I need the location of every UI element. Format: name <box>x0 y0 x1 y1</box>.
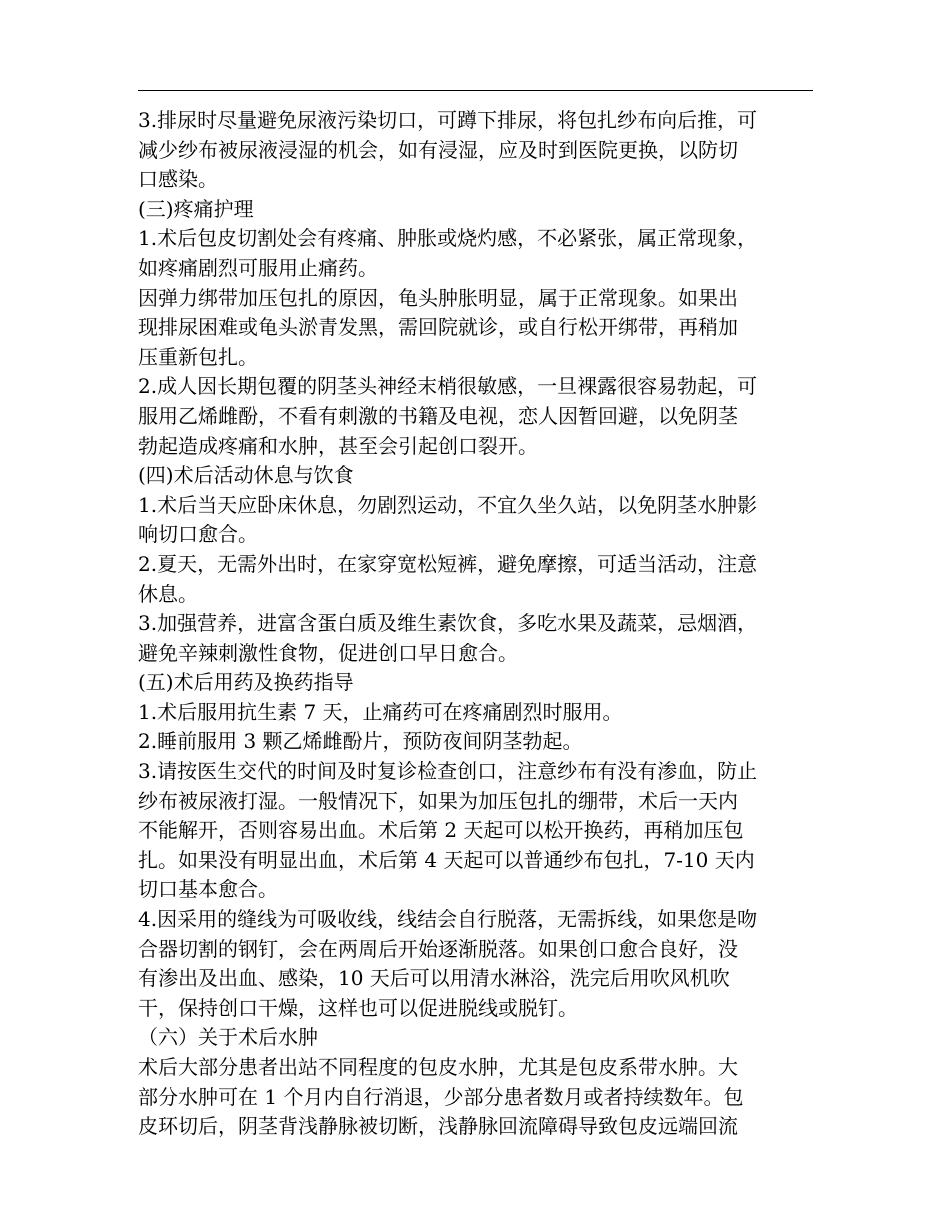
text-line: 压重新包扎。 <box>138 344 258 369</box>
text-line: 现排尿困难或龟头淤青发黑，需回院就诊，或自行松开绑带，再稍加 <box>138 315 738 340</box>
text-line: 响切口愈合。 <box>138 522 258 547</box>
text-line: 口感染。 <box>138 167 218 192</box>
section-heading: (三)疼痛护理 <box>138 196 254 221</box>
text-line: 勃起造成疼痛和水肿，甚至会引起创口裂开。 <box>138 433 538 458</box>
text-line: 服用乙烯雌酚，不看有刺激的书籍及电视，恋人因暂回避，以免阴茎 <box>138 403 738 428</box>
text-line: 3.排尿时尽量避免尿液污染切口，可蹲下排尿，将包扎纱布向后推，可 <box>138 108 758 132</box>
text-line: 2.睡前服用 3 颗乙烯雌酚片，预防夜间阴茎勃起。 <box>138 729 583 754</box>
text-line: 干，保持创口干燥，这样也可以促进脱线或脱钉。 <box>138 995 578 1020</box>
text-line: 3.加强营养，进富含蛋白质及维生素饮食，多吃水果及蔬菜，忌烟酒， <box>138 611 758 636</box>
text-line: 2.成人因长期包覆的阴茎头神经末梢很敏感，一旦裸露很容易勃起，可 <box>138 374 758 399</box>
text-line: 2.夏天，无需外出时，在家穿宽松短裤，避免摩擦，可适当活动，注意 <box>138 551 758 576</box>
text-line: 1.术后包皮切割处会有疼痛、肿胀或烧灼感，不必紧张，属正常现象， <box>138 226 758 251</box>
text-line: 扎。如果没有明显出血，术后第 4 天起可以普通纱布包扎，7-10 天内 <box>138 847 755 872</box>
text-line: 1.术后服用抗生素 7 天，止痛药可在疼痛剧烈时服用。 <box>138 699 623 724</box>
header-rule <box>138 90 813 91</box>
text-line: 1.术后当天应卧床休息，勿剧烈运动，不宜久坐久站，以免阴茎水肿影 <box>138 492 758 517</box>
text-line: 3.请按医生交代的时间及时复诊检查创口，注意纱布有没有渗血，防止 <box>138 759 758 784</box>
document-body <box>138 106 814 1142</box>
text-line: 避免辛辣刺激性食物，促进创口早日愈合。 <box>138 640 518 665</box>
text-line: 休息。 <box>138 581 198 606</box>
text-line: 减少纱布被尿液浸湿的机会，如有浸湿，应及时到医院更换，以防切 <box>138 137 738 162</box>
text-line: 4.因采用的缝线为可吸收线，线结会自行脱落，无需拆线，如果您是吻 <box>138 907 758 932</box>
text-line: 有渗出及出血、感染，10 天后可以用清水淋浴，洗完后用吹风机吹 <box>138 966 730 991</box>
text-line: 如疼痛剧烈可服用止痛药。 <box>138 255 378 280</box>
text-line: 切口基本愈合。 <box>138 877 278 902</box>
text-line: 因弹力绑带加压包扎的原因，龟头肿胀明显，属于正常现象。如果出 <box>138 285 738 310</box>
text-line: 纱布被尿液打湿。一般情况下，如果为加压包扎的绷带，术后一天内 <box>138 788 738 813</box>
text-line: 术后大部分患者出站不同程度的包皮水肿，尤其是包皮系带水肿。大 <box>138 1055 738 1079</box>
text-line: 不能解开，否则容易出血。术后第 2 天起可以松开换药，再稍加压包 <box>138 818 744 843</box>
section-heading: (四)术后活动休息与饮食 <box>138 463 354 488</box>
text-line: 皮环切后，阴茎背浅静脉被切断，浅静脉回流障碍导致包皮远端回流 <box>138 1114 738 1139</box>
section-heading: （六）关于术后水肿 <box>138 1025 318 1050</box>
text-line: 部分水肿可在 1 个月内自行消退，少部分患者数月或者持续数年。包 <box>138 1084 744 1109</box>
text-line: 合器切割的钢钉，会在两周后开始逐渐脱落。如果创口愈合良好，没 <box>138 936 738 961</box>
section-heading: (五)术后用药及换药指导 <box>138 670 354 695</box>
